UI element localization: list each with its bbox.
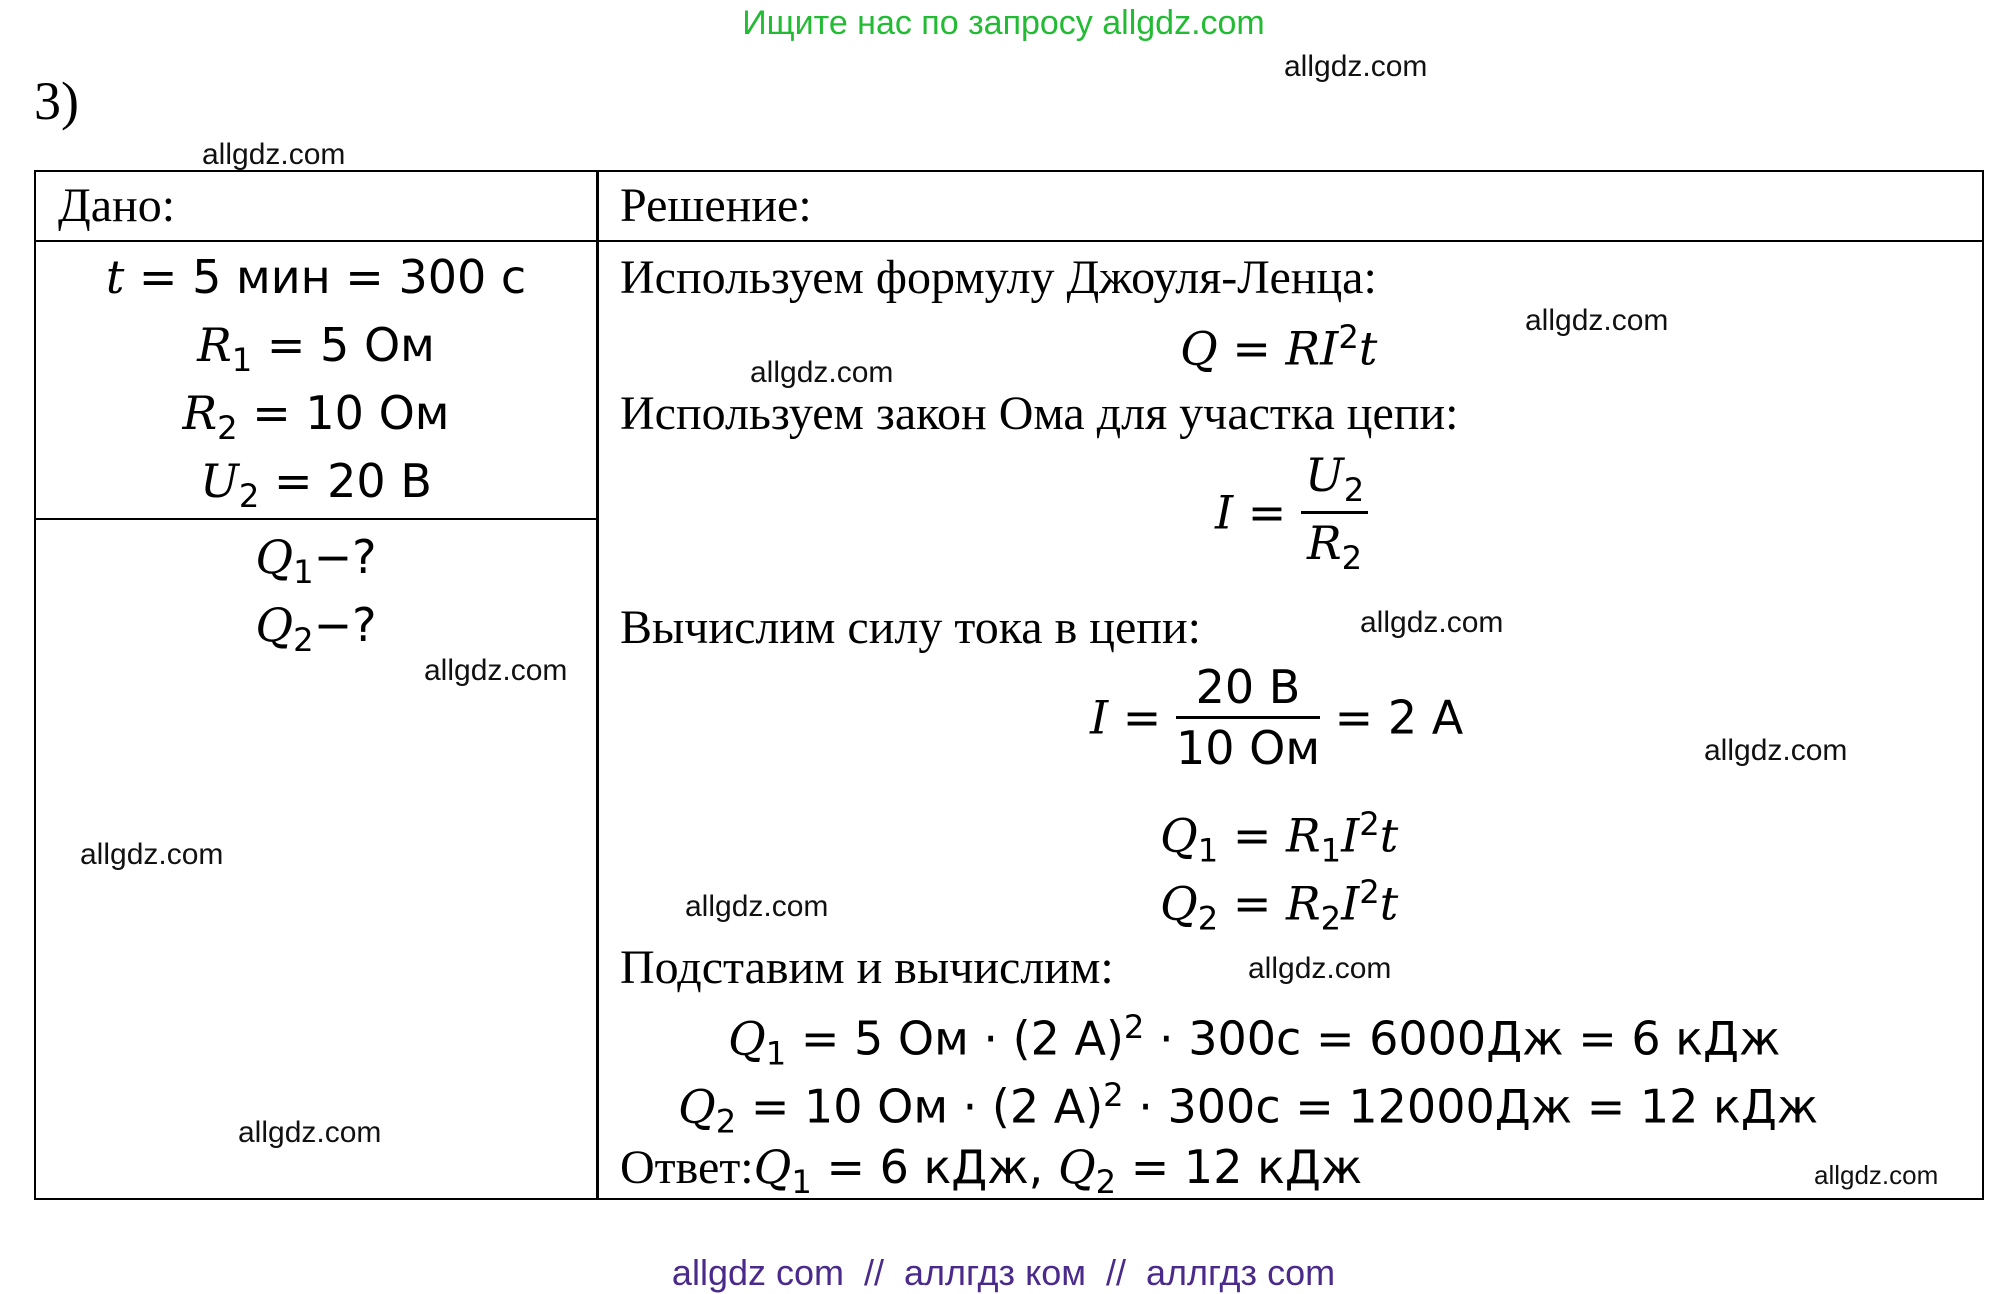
find-q1: $Q_1-$?	[255, 530, 377, 592]
solution-step-1: Используем формулу Джоуля-Ленца:	[620, 251, 1377, 304]
watermark: allgdz.com	[1704, 734, 1848, 767]
given-u2: $U_2 = 20$ В	[200, 454, 432, 516]
watermark: allgdz.com	[1248, 952, 1392, 985]
solution-step-2: Используем закон Ома для участка цепи:	[620, 387, 1459, 440]
watermark: allgdz.com	[750, 356, 894, 389]
table-header-line-right	[596, 240, 1984, 242]
given-find-divider	[34, 518, 598, 520]
solution-header: Решение:	[620, 179, 812, 232]
watermark: allgdz.com	[1284, 50, 1428, 83]
watermark: allgdz.com	[202, 138, 346, 171]
watermark: allgdz.com	[80, 838, 224, 871]
problem-number: 3)	[34, 71, 79, 131]
solution-step-4: Подставим и вычислим:	[620, 941, 1114, 994]
calc-q1: $Q_1 = 5$ Ом · (2 А)$^2$ · 300с = 6000Дж = 6 кДж	[728, 1008, 1781, 1073]
top-banner: Ищите нас по запросу allgdz.com	[742, 4, 1265, 42]
watermark: allgdz.com	[1360, 606, 1504, 639]
calc-q2: $Q_2 = 10$ Ом · (2 А)$^2$ · 300с = 12000Дж = 12 кДж	[678, 1076, 1819, 1141]
solution-step-3: Вычислим силу тока в цепи:	[620, 601, 1201, 654]
formula-ohm: I = $\frac{U_2}{R_2}$	[1215, 448, 1368, 577]
watermark: allgdz.com	[685, 890, 829, 923]
answer-line: $Ответ:Q_1 = 6$ кДж, $Q_2 = 12$ кДж	[620, 1140, 1363, 1202]
watermark: allgdz.com	[1814, 1160, 1939, 1190]
calc-current: I = $\frac{20 В}{10 Ом}$ = 2 А	[1090, 660, 1464, 775]
table-header-line-left	[34, 240, 598, 242]
given-header: Дано:	[58, 179, 176, 232]
watermark: allgdz.com	[424, 654, 568, 687]
formula-joule-lenz: $Q = RI^2t$	[1180, 318, 1378, 376]
watermark: allgdz.com	[1525, 304, 1669, 337]
formula-q1: $Q_1 = R_1I^2t$	[1160, 805, 1399, 870]
given-r2: $R_2 = 10$ Ом	[182, 386, 450, 448]
footer-links: allgdz com // аллгдз ком // аллгдз com	[671, 1252, 1336, 1293]
formula-q2: $Q_2 = R_2I^2t$	[1160, 873, 1399, 938]
find-q2: $Q_2-$?	[255, 598, 377, 660]
watermark: allgdz.com	[238, 1116, 382, 1149]
given-time: t = 5 мин = 300 с	[105, 250, 527, 304]
given-r1: $R_1 = 5$ Ом	[197, 318, 435, 380]
